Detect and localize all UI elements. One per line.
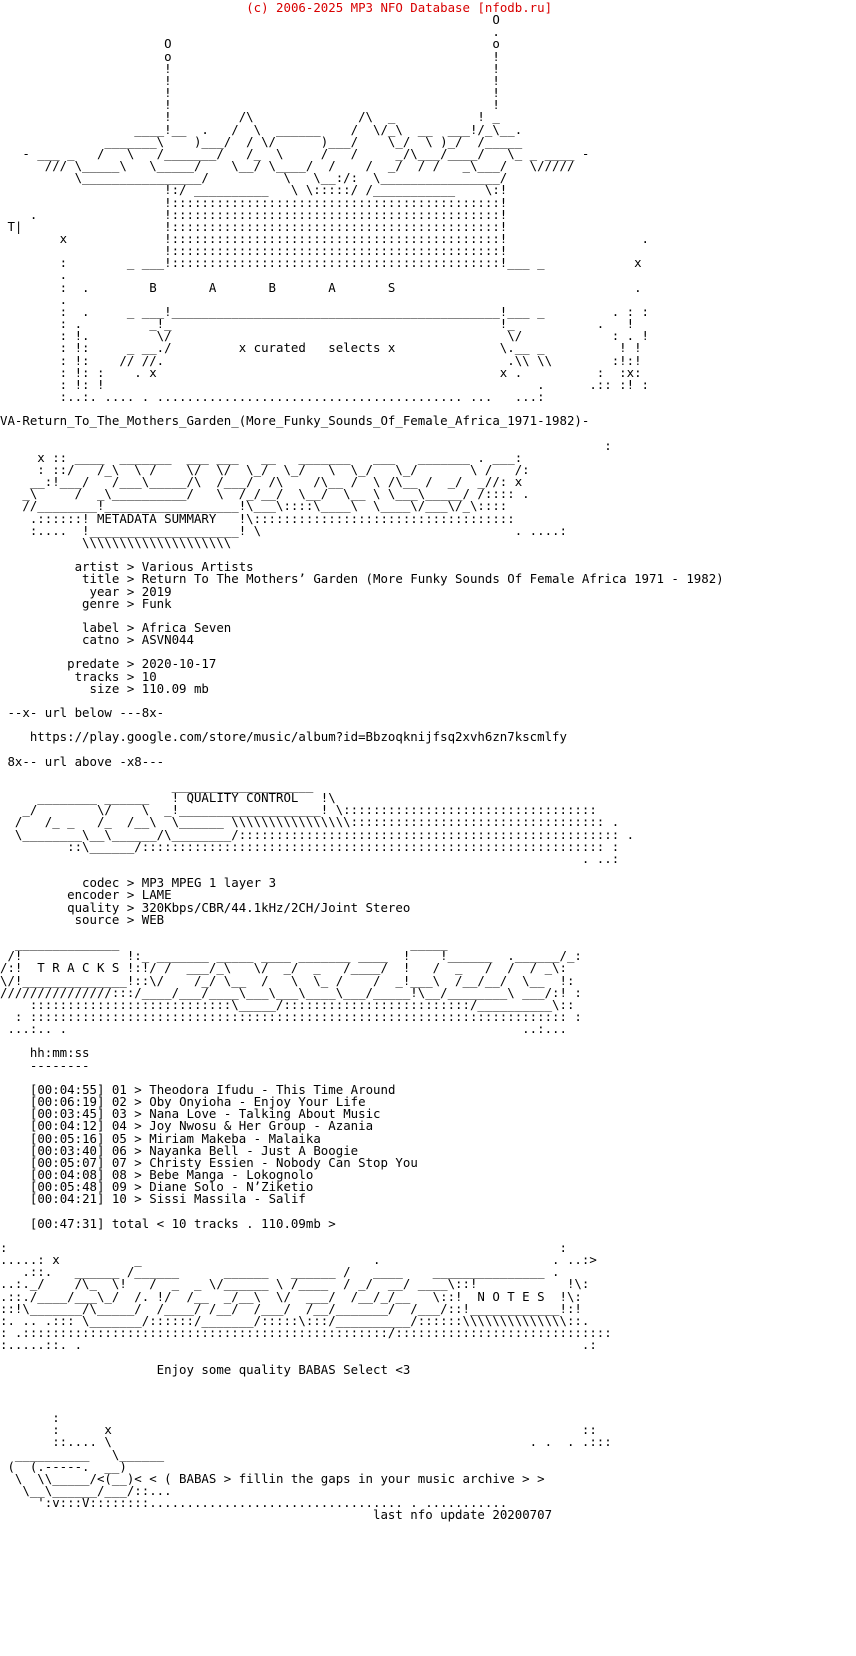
track-title: Sissi Massila - Salif bbox=[149, 1191, 306, 1207]
meta-title: Return To The Mothers’ Garden (More Funky Sounds Of Female Africa 1971 - 1982) bbox=[141, 571, 724, 587]
tracks-total: [00:47:31] total < 10 tracks . 110.09mb > bbox=[29, 1215, 336, 1231]
art-notes-banner: : : .....: x _ . . ..:> .::. ______ /______ ______ ______ / ____ _______________ . ..:._/ /\_ \! / _ _ \/______ \ /____ / _/ __/ ____\::! !\: .::./____/___\_/ /. !/ /__ _/__\ \/ ___/ /__/_/__ \::! N O T E S !\: ::!\_______/\_____/ /____/ /__/ /___/ /__/_______/ /___/::!____________!:! :. .. .::: \_______/::::::/_______/:::::\:::/__________/::::::\\\\\\\\\\\\\\::. : .:::::::::::::::::::::::::::::::::::::::::::::::::/::::::::::::::::::::::::::::: :.....::. . .: bbox=[0, 1239, 612, 1353]
track-row: [00:03:45] 03 > Nana Love - Talking About Music bbox=[0, 1106, 381, 1122]
track-title: Miriam Makeba - Malaika bbox=[149, 1130, 321, 1146]
track-time: 00:04:12 bbox=[37, 1118, 97, 1134]
track-number: 10 bbox=[111, 1191, 127, 1207]
meta-catno: ASVN044 bbox=[141, 632, 194, 648]
track-time: 00:05:16 bbox=[37, 1130, 97, 1146]
track-title: Christy Essien - Nobody Can Stop You bbox=[149, 1154, 418, 1170]
track-number: 05 bbox=[111, 1130, 127, 1146]
site-header-text: (c) 2006-2025 MP3 NFO Database [nfodb.ru] bbox=[246, 0, 553, 15]
meta-predate: 2020-10-17 bbox=[141, 656, 217, 672]
track-number: 08 bbox=[111, 1167, 127, 1182]
art-quality-banner: ___________________ ________ ______ ! QUALITY CONTROL !\ _/ \/ \ _!___________________! \:::::::::::::::::::::::::::::::::: / /_ _ /_ /__\ \______ \\\\\\\\\\\\\\\\:::::::::::::::::::::::::::::::::: . \________\__\______/\________/::::::::::::::::::::::::::::::::::::::::::::::::::: . ::\______/:::::::::::::::::::::::::::::::::::::::::::::::::::::::::::::: : . ..: bbox=[14, 778, 635, 866]
url-below-marker: --x- url below ---8x- bbox=[0, 705, 165, 721]
track-time: 00:04:21 bbox=[37, 1191, 97, 1207]
track-row: [00:04:55] 01 > Theodora Ifudu - This Time Around bbox=[0, 1081, 396, 1097]
tracklist bbox=[0, 1082, 418, 1206]
quality-block: codec > MP3 MPEG 1 layer 3 encoder > LAME quality > 320Kbps/CBR/44.1kHz/2CH/Joint Stereo source > WEB bbox=[0, 875, 411, 927]
track-row: [00:03:40] 06 > Nayanka Bell - Just A Boogie bbox=[0, 1142, 359, 1158]
track-title: Bebe Manga - Lokognolo bbox=[149, 1167, 314, 1182]
tracks-column-rule: -------- bbox=[29, 1057, 90, 1073]
track-row: [00:06:19] 02 > Oby Onyioha - Enjoy Your Life bbox=[0, 1094, 366, 1110]
meta-size: 110.09 mb bbox=[141, 680, 209, 696]
track-row: [00:05:48] 09 > Diane Solo - N’Ziketio bbox=[0, 1179, 314, 1195]
meta-artist: Various Artists bbox=[141, 559, 254, 575]
meta-label: Africa Seven bbox=[141, 619, 232, 635]
release-name: VA-Return_To_The_Mothers_Garden_(More_Funky_Sounds_Of_Female_Africa_1971-1982)- bbox=[0, 413, 590, 429]
quality-codec: MP3 MPEG 1 layer 3 bbox=[141, 875, 277, 891]
metadata-block: artist > Various Artists title > Return To The Mothers’ Garden (More Funky Sounds Of Female Africa 1971 - 1982) year > 2019 genre > Funk label > Africa Seven catno > ASVN044 predate > 2020-10-17 tracks > 10 size > 110.09 mb bbox=[0, 559, 724, 696]
meta-tracks: 10 bbox=[141, 668, 157, 684]
track-number: 09 bbox=[111, 1179, 127, 1195]
track-time: 00:03:40 bbox=[37, 1142, 97, 1158]
track-title: Nana Love - Talking About Music bbox=[149, 1106, 381, 1122]
track-title: Joy Nwosu & Her Group - Azania bbox=[149, 1118, 374, 1134]
art-footer: : : x :: ::.... \ . . . .::: __________ \______ ( (.-----. __) \ \\_____/<(__)< < ( BABAS > fillin the gaps in your music archive > > \__\______/___/::... ':v:::V::::::::.................................. . ........... bbox=[7, 1410, 612, 1511]
track-time: 00:04:08 bbox=[37, 1167, 97, 1182]
track-number: 03 bbox=[111, 1106, 127, 1122]
track-time: 00:06:19 bbox=[37, 1094, 97, 1110]
track-title: Theodora Ifudu - This Time Around bbox=[149, 1081, 396, 1097]
track-number: 04 bbox=[111, 1118, 127, 1134]
track-row: [00:04:21] 10 > Sissi Massila - Salif bbox=[0, 1191, 306, 1207]
track-time: 00:03:45 bbox=[37, 1106, 97, 1122]
meta-genre: Funk bbox=[141, 595, 172, 611]
track-row: [00:04:08] 08 > Bebe Manga - Lokognolo bbox=[0, 1167, 314, 1182]
track-title: Diane Solo - N’Ziketio bbox=[149, 1179, 314, 1195]
track-row: [00:04:12] 04 > Joy Nwosu & Her Group - Azania bbox=[0, 1118, 374, 1134]
track-number: 02 bbox=[111, 1094, 127, 1110]
art-top: O . O o o ! ! ! ! ! ! ! ! ! ! /\ /\ _ ! _ ____!__ . / \ ______ / \/_\ __ ___!/_\__. _______\ )___/ / \/ )___/ \_/ \ )_/ /_____ - ___ _ / \ /_______/ /_ \ / / _/\___/____/ \_ _ ____ - /// \_____\ \_____/ \__/ \____/ / / _/ / / _\___/ \///// \________________/ \ \__:/: \________________/ !:/ __________ \ \:::::/ /___________ \:! !::::::::::::::::::::::::::::::::::::::::::::! . !::::::::::::::::::::::::::::::::::::::::::::! T| !::::::::::::::::::::::::::::::::::::::::::::! x !::::::::::::::::::::::::::::::::::::::::::::! . !::::::::::::::::::::::::::::::::::::::::::::! : _ ___!::::::::::::::::::::::::::::::::::::::::::::!___ _ x . : . B A B A S . . : . _ ___!____________________________________________!___ _ . : : : . _!_ !_ . ! : !. \/ \/ : . ! : !: _ __./ x curated selects x \.__ _ ! ! : !: // //. .\\ \\ :!:! : !: : . x x . : :x: : !: ! . .:: :! : :..:. .... . ......................................... ... ...: bbox=[7, 12, 650, 404]
quality-quality: 320Kbps/CBR/44.1kHz/2CH/Joint Stereo bbox=[141, 899, 411, 915]
art-metadata-banner: : x :: ____ _______ ___ ___ __ _______ ___ _______ . ___: : ::/ /_\ \ / \/ \/ \_/ \_/ \ \_/ \_/ \ / /: __:!___/ /___\_____/\ /___/ /\ /\__ / \ /\__ / _/ _//: x _\ / _\__________/ \ /_/__/ \__/ \__ \ \___\_____/ /:::: . //________!__________________!\___\::::\____\ \____\/___\/_\:::: .::::::! METADATA SUMMARY !\::::::::::::::::::::::::::::::::::: :.... !____________________! \ . ....: \\\\\\\\\\\\\\\\\\\\ bbox=[22, 437, 612, 550]
track-row: [00:05:16] 05 > Miriam Makeba - Malaika bbox=[0, 1130, 321, 1146]
track-title: Oby Onyioha - Enjoy Your Life bbox=[149, 1094, 366, 1110]
track-time: 00:05:07 bbox=[37, 1154, 97, 1170]
meta-year: 2019 bbox=[141, 583, 172, 599]
track-title: Nayanka Bell - Just A Boogie bbox=[149, 1142, 359, 1158]
url-above-marker: 8x-- url above -x8--- bbox=[0, 753, 165, 769]
quality-source: WEB bbox=[141, 911, 165, 927]
quality-encoder: LAME bbox=[141, 887, 172, 903]
track-row: [00:05:07] 07 > Christy Essien - Nobody Can Stop You bbox=[0, 1154, 418, 1170]
track-time: 00:05:48 bbox=[37, 1179, 97, 1195]
track-number: 07 bbox=[111, 1154, 127, 1170]
tracks-column-header: hh:mm:ss bbox=[29, 1045, 90, 1061]
track-number: 01 bbox=[111, 1081, 127, 1097]
track-time: 00:04:55 bbox=[37, 1081, 97, 1097]
art-tracks-banner: ______________ _____ /! !:_ _______ _____ ____ _______ ____ ! !______ .______/_: /:! T R A C K S !:!/ / ___/_\ \/ _/ _ /____/ ! / _ / / / _\: \/!______________!::\/ /_/ \__ / \ \_ / / _!___\ /__/__/ \__ !: ///////////////:::/____/___/____\___\___\____\___/_____!\__/________\ ___/:! : :::::::::::::::::::::::::::\_____/:::::::::::::::::::::::::/__________\:: : :::::::::::::::::::::::::::::::::::::::::::::::::::::::::::::::::::::::: : ...:.. . ..:... bbox=[0, 936, 582, 1037]
album-url: https://play.google.com/store/music/album?id=Bbzoqknijfsq2xvh6zn7kscmlfy bbox=[29, 729, 567, 745]
notes-text: Enjoy some quality BABAS Select <3 bbox=[156, 1361, 411, 1377]
track-number: 06 bbox=[111, 1142, 127, 1158]
last-update: last nfo update 20200707 bbox=[373, 1507, 553, 1523]
